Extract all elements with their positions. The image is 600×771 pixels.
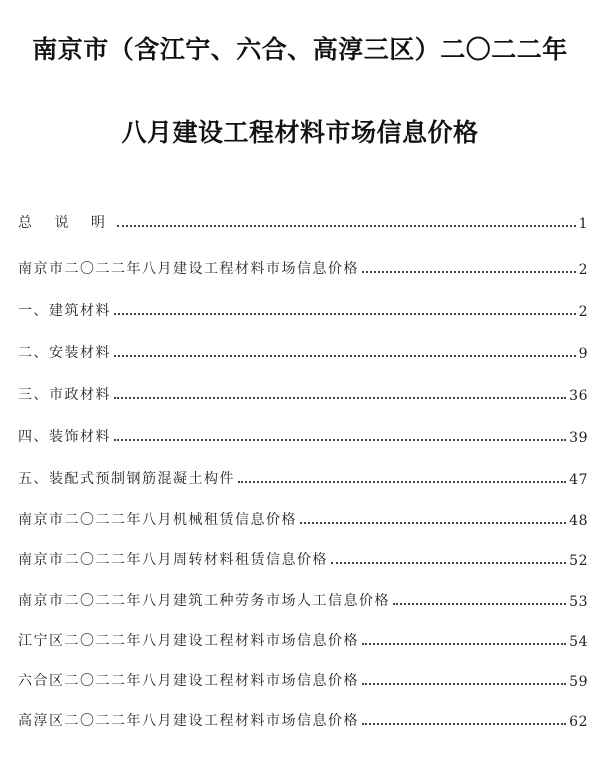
toc-entry-label: 南京市二〇二二年八月周转材料租赁信息价格 — [18, 552, 328, 568]
toc-entry-label: 南京市二〇二二年八月建设工程材料市场信息价格 — [18, 261, 359, 277]
toc-entry-page: 39 — [569, 430, 588, 446]
toc-entry-label: 南京市二〇二二年八月建筑工种劳务市场人工信息价格 — [18, 593, 390, 609]
toc-entry[interactable] — [18, 464, 588, 488]
toc-entry-page: 48 — [569, 513, 588, 529]
toc-entry-label: 总 说 明 — [18, 215, 114, 231]
page-title-line-1: 南京市（含江宁、六合、高淳三区）二〇二二年 — [32, 35, 568, 64]
toc-entry-label: 高淳区二〇二二年八月建设工程材料市场信息价格 — [18, 713, 359, 729]
toc-entry[interactable] — [18, 666, 588, 690]
toc-entry-page: 62 — [569, 714, 588, 730]
toc-entry[interactable] — [18, 545, 588, 569]
toc-leader-dots — [117, 225, 576, 227]
toc-entry-label: 六合区二〇二二年八月建设工程材料市场信息价格 — [18, 673, 359, 689]
toc-leader-dots — [331, 562, 566, 564]
toc-leader-dots — [393, 603, 566, 605]
toc-entry-label: 南京市二〇二二年八月机械租赁信息价格 — [18, 512, 297, 528]
toc-leader-dots — [362, 271, 576, 273]
toc-leader-dots — [114, 439, 566, 441]
toc-entry-page: 52 — [569, 553, 588, 569]
toc-entry[interactable] — [18, 380, 588, 404]
toc-entry-label: 三、市政材料 — [18, 387, 111, 403]
toc-entry-page: 59 — [569, 674, 588, 690]
toc-leader-dots — [300, 522, 566, 524]
toc-entry-page: 1 — [578, 216, 588, 232]
toc-entry-page: 54 — [569, 634, 588, 650]
toc-entry[interactable] — [18, 254, 588, 278]
toc-leader-dots — [362, 683, 566, 685]
toc-leader-dots — [114, 313, 576, 315]
toc-entry[interactable] — [18, 296, 588, 320]
toc-leader-dots — [362, 723, 566, 725]
toc-entry-label: 四、装饰材料 — [18, 429, 111, 445]
toc-entry-page: 53 — [569, 594, 588, 610]
toc-entry-label: 二、安装材料 — [18, 345, 111, 361]
toc-entry[interactable] — [18, 626, 588, 650]
toc-entry-page: 9 — [578, 346, 588, 362]
toc-entry-page: 2 — [578, 262, 588, 278]
toc-entry-page: 47 — [569, 472, 588, 488]
toc-entry-label: 江宁区二〇二二年八月建设工程材料市场信息价格 — [18, 633, 359, 649]
toc-leader-dots — [114, 355, 576, 357]
toc-entry[interactable] — [18, 422, 588, 446]
toc-entry[interactable] — [18, 706, 588, 730]
toc-entry-label: 五、装配式预制钢筋混凝土构件 — [18, 471, 235, 487]
page-title-line-2: 八月建设工程材料市场信息价格 — [121, 118, 479, 147]
toc-entry[interactable] — [18, 338, 588, 362]
toc-leader-dots — [362, 643, 566, 645]
toc-entry[interactable] — [18, 505, 588, 529]
toc-entry-page: 36 — [569, 388, 588, 404]
toc-entry-page: 2 — [578, 304, 588, 320]
toc-leader-dots — [114, 397, 566, 399]
toc-entry-label: 一、建筑材料 — [18, 303, 111, 319]
toc-entry-general-notes[interactable] — [18, 208, 588, 232]
toc-entry[interactable] — [18, 586, 588, 610]
toc-leader-dots — [238, 481, 566, 483]
